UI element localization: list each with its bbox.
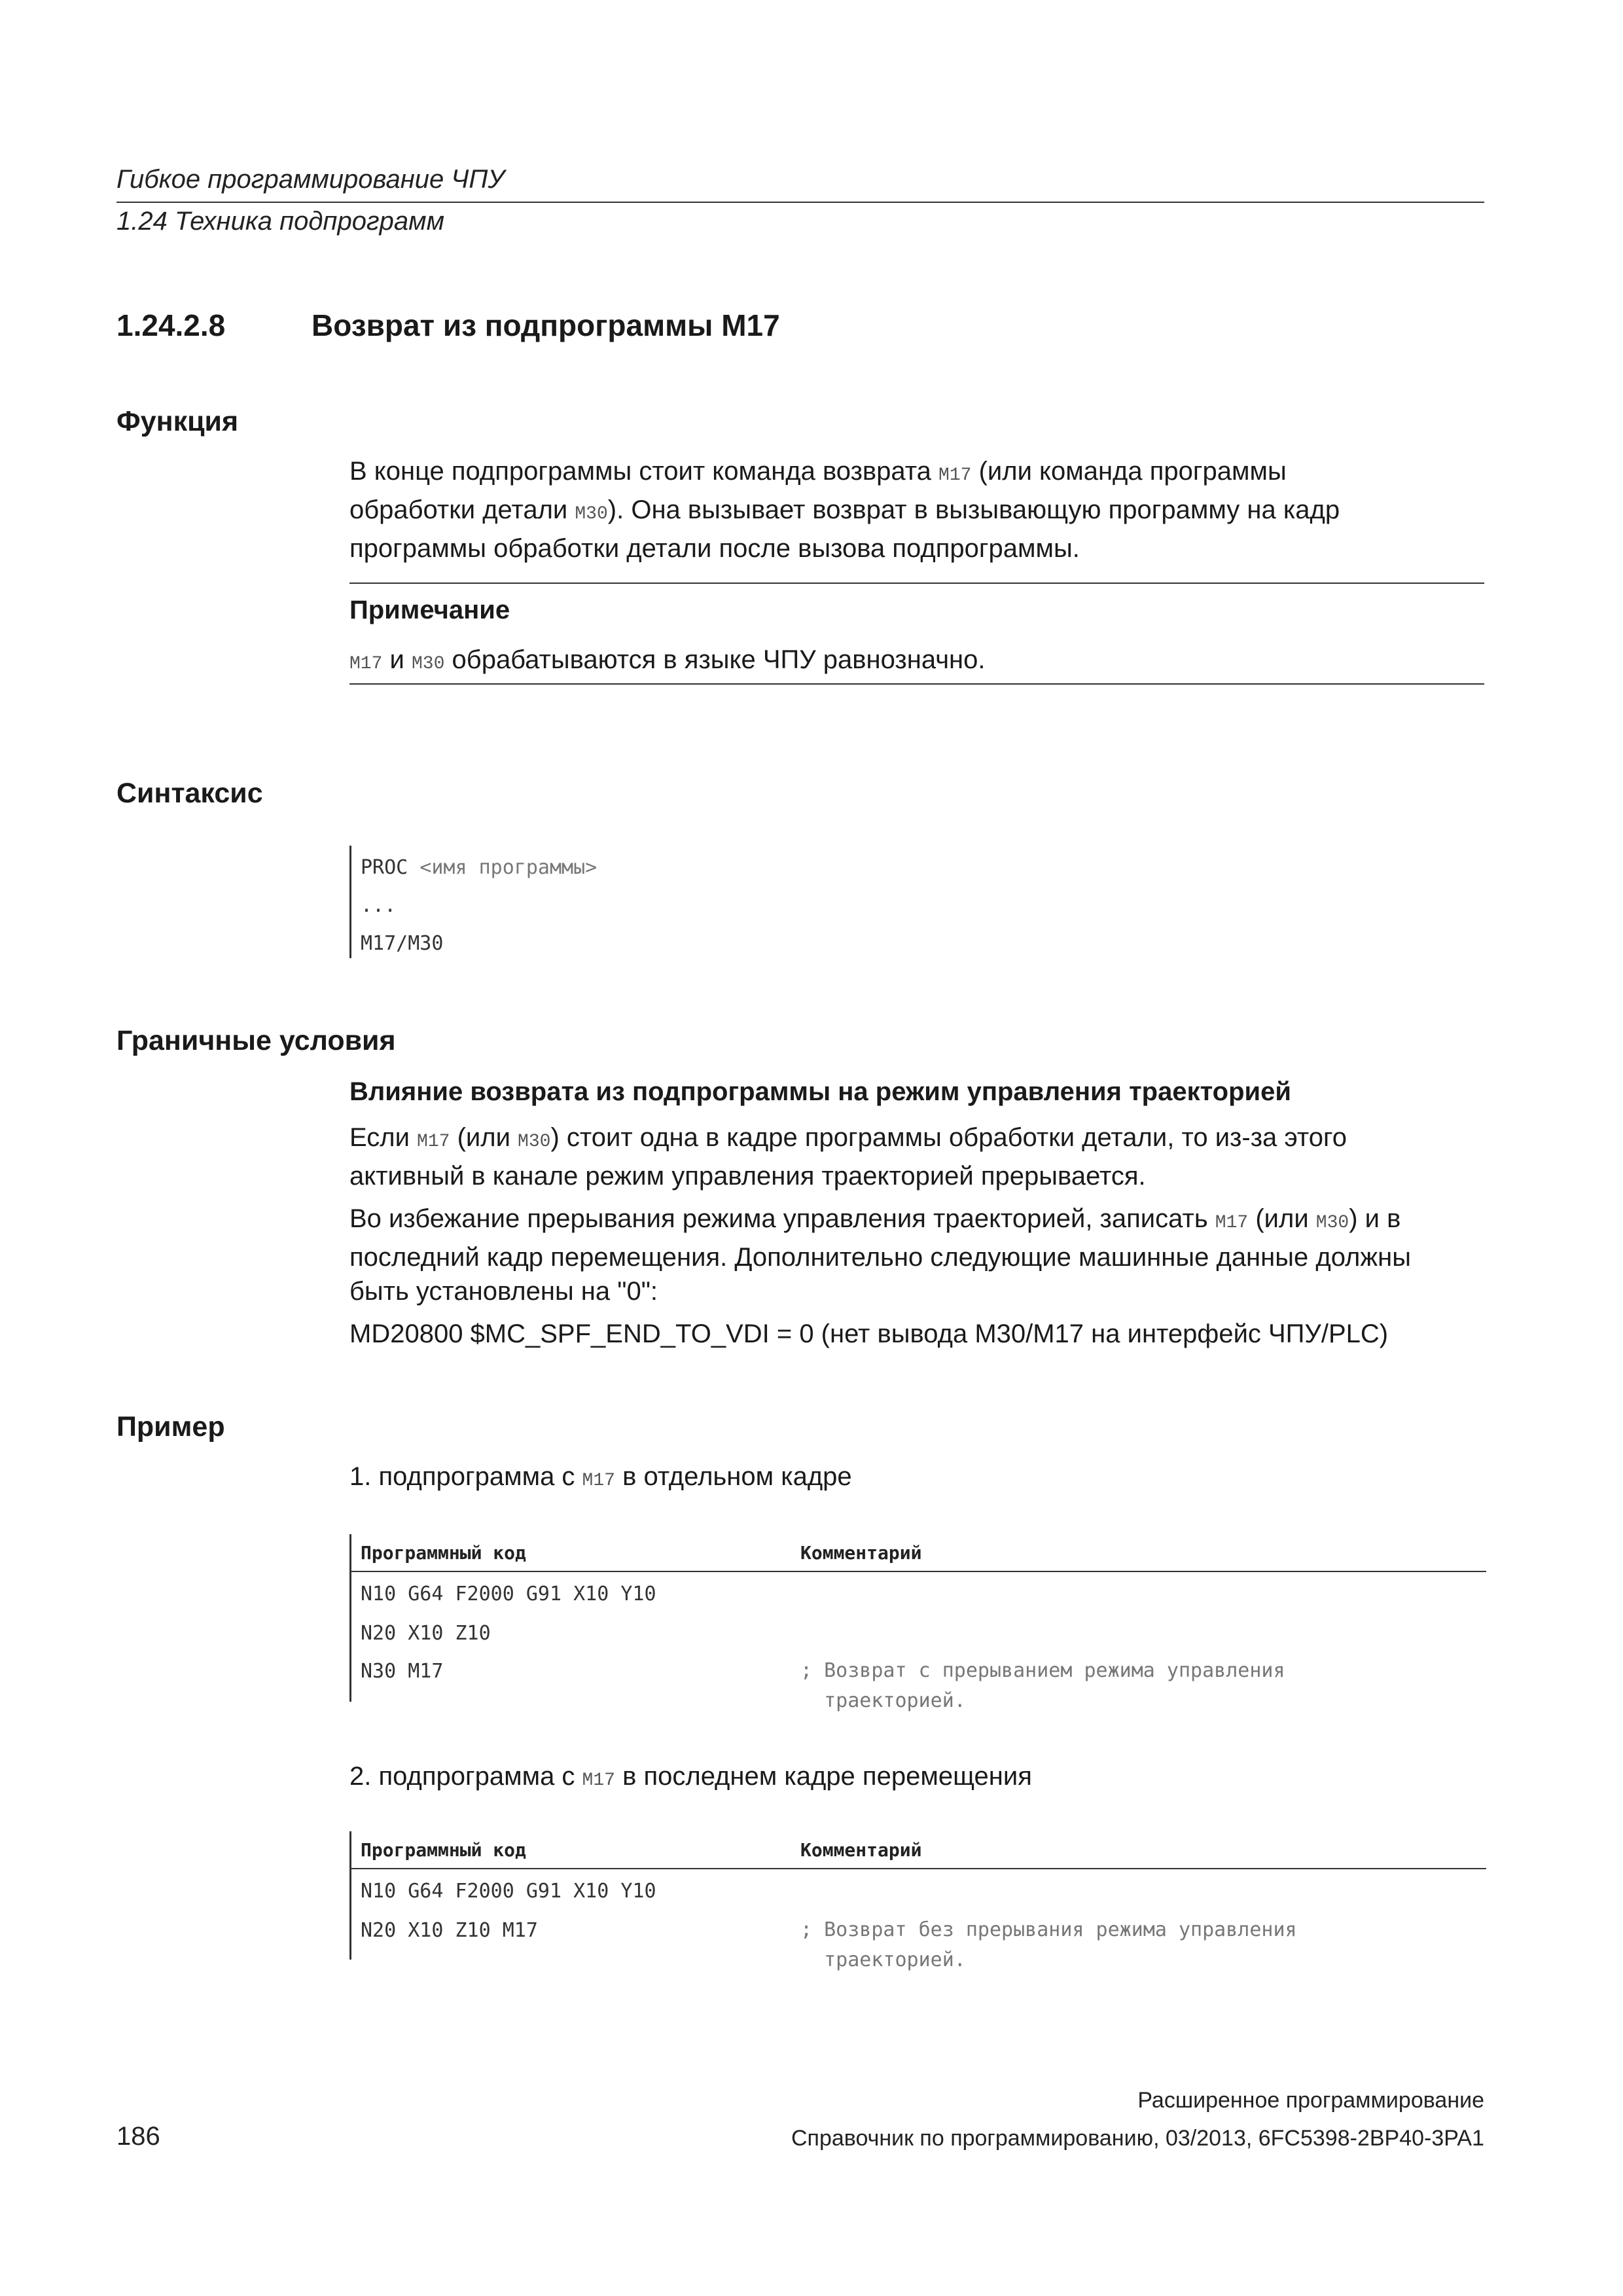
table-row-code: N10 G64 F2000 G91 X10 Y10 (361, 1583, 656, 1605)
note-bottom-rule (349, 683, 1484, 685)
syntax-heading: Синтаксис (116, 778, 263, 809)
function-paragraph: В конце подпрограммы стоит команда возврата M17 (или команда программы обработки детали M30). Она вызывает возврат в вызывающую программу на кадр программы обработки детали после вызова подпрограммы. (349, 457, 1340, 563)
column-header-comment: Комментарий (800, 1542, 922, 1564)
code-line: PROC <имя программы> (361, 856, 597, 879)
conditions-paragraph-1: Если M17 (или M30) стоит одна в кадре программы обработки детали, то из-за этого активный в канале режим управления траекторией прерывается. (349, 1123, 1347, 1191)
footer-book-reference: Справочник по программированию, 03/2013, 6FC5398-2BP40-3PA1 (791, 2126, 1484, 2151)
note-title: Примечание (349, 596, 510, 624)
column-header-comment: Комментарий (800, 1839, 922, 1861)
page-number: 186 (116, 2122, 160, 2151)
example-2-table (349, 1831, 1486, 1971)
function-heading: Функция (116, 406, 239, 437)
column-header-code: Программный код (361, 1839, 526, 1861)
code-line: M17/M30 (361, 932, 444, 955)
table-header-rule (351, 1571, 1486, 1572)
table-row-code: N10 G64 F2000 G91 X10 Y10 (361, 1880, 656, 1903)
syntax-code-block (349, 846, 597, 958)
conditions-paragraph-2: Во избежание прерывания режима управления траекторией, записать M17 (или M30) и в последний кадр перемещения. Дополнительно следующие машинные данные должны быть установлены на "0": (349, 1204, 1411, 1306)
conditions-paragraph-3: MD20800 $MC_SPF_END_TO_VDI = 0 (нет вывода M30/M17 на интерфейс ЧПУ/PLC) (349, 1319, 1389, 1348)
example-1-table (349, 1534, 1486, 1712)
running-header-title: Гибкое программирование ЧПУ (116, 165, 505, 194)
code-line: ... (361, 894, 397, 917)
section-title: Возврат из подпрограммы M17 (312, 308, 780, 342)
table-row-comment: ; Возврат без прерывания режима управления траекторией. (800, 1918, 1297, 1971)
note-top-rule (349, 583, 1484, 584)
inline-code: M30 (575, 504, 608, 524)
footer-book-title: Расширенное программирование (1137, 2088, 1484, 2113)
note-text: M17 и M30 обрабатываются в языке ЧПУ равнозначно. (349, 645, 986, 674)
section-heading (116, 308, 780, 343)
running-header-subtitle: 1.24 Техника подпрограмм (116, 207, 444, 236)
table-row-comment: ; Возврат с прерыванием режима управления траекторией. (800, 1659, 1285, 1712)
header-divider (116, 202, 1484, 203)
example-2-caption: 2. подпрограмма с M17 в последнем кадре перемещения (349, 1762, 1032, 1791)
table-row-code: N20 X10 Z10 (361, 1622, 491, 1645)
table-row-code: N30 M17 (361, 1660, 444, 1683)
inline-code: M17 (938, 465, 972, 486)
conditions-heading: Граничные условия (116, 1025, 396, 1056)
example-heading: Пример (116, 1411, 225, 1443)
example-1-caption: 1. подпрограмма с M17 в отдельном кадре (349, 1462, 852, 1491)
section-number: 1.24.2.8 (116, 308, 226, 342)
table-header-rule (351, 1868, 1486, 1869)
table-row-code: N20 X10 Z10 M17 (361, 1919, 538, 1942)
conditions-subheading: Влияние возврата из подпрограммы на режим управления траекторией (349, 1077, 1291, 1106)
column-header-code: Программный код (361, 1542, 526, 1564)
